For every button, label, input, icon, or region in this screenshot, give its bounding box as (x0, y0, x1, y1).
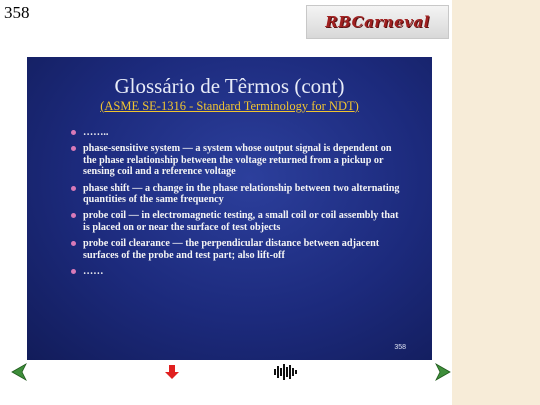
bullet-text: probe coil clearance — the perpendicular distance between adjacent surfaces of the probe and test part; also lift-off (83, 238, 380, 261)
slide (27, 57, 432, 360)
bullet-list (71, 127, 406, 282)
bullet-text: probe coil — in electromagnetic testing, a small coil or coil assembly that is placed on or near the surface of test objects (83, 210, 399, 233)
slide-number: 358 (394, 344, 406, 351)
bullet-text: …… (83, 265, 104, 277)
bullet-text: phase-sensitive system — a system whose output signal is dependent on the phase relationship between the voltage returned from a pickup or sensing coil and a reference voltage (83, 143, 392, 178)
next-button[interactable] (432, 361, 454, 383)
bullet-item (71, 183, 406, 206)
bullet-dot-icon (71, 186, 76, 191)
bullet-item (71, 238, 406, 261)
logo-text: RBCarneval (325, 13, 430, 31)
bullet-item (71, 127, 406, 139)
subtitle-paren-open: ( (100, 99, 105, 113)
subtitle-paren-close: ) (354, 99, 359, 113)
arrow-down-icon (165, 364, 179, 380)
page-number: 358 (4, 3, 30, 22)
bullet-text: phase shift — a change in the phase relationship between two alternating quantities of the same frequency (83, 182, 400, 206)
bullet-dot-icon (71, 146, 76, 151)
slide-subtitle (27, 99, 432, 114)
bullet-item (71, 210, 406, 233)
audio-icon (273, 363, 299, 381)
bullet-text: …….. (83, 127, 109, 138)
slide-title: Glossário de Têrmos (cont) (114, 74, 345, 98)
arrow-right-icon (434, 363, 452, 381)
down-button[interactable] (164, 361, 180, 383)
bullet-dot-icon (71, 213, 76, 218)
bullet-dot-icon (71, 130, 76, 135)
bullet-item (71, 143, 406, 178)
audio-button[interactable] (272, 361, 300, 383)
bullet-dot-icon (71, 241, 76, 246)
arrow-left-icon (10, 363, 28, 381)
bullet-dot-icon (71, 269, 76, 274)
subtitle-link[interactable]: ASME SE-1316 - Standard Terminology for NDT (104, 99, 355, 113)
previous-button[interactable] (8, 361, 30, 383)
side-strip (452, 0, 540, 405)
bullet-item (71, 266, 406, 278)
logo (306, 5, 449, 39)
